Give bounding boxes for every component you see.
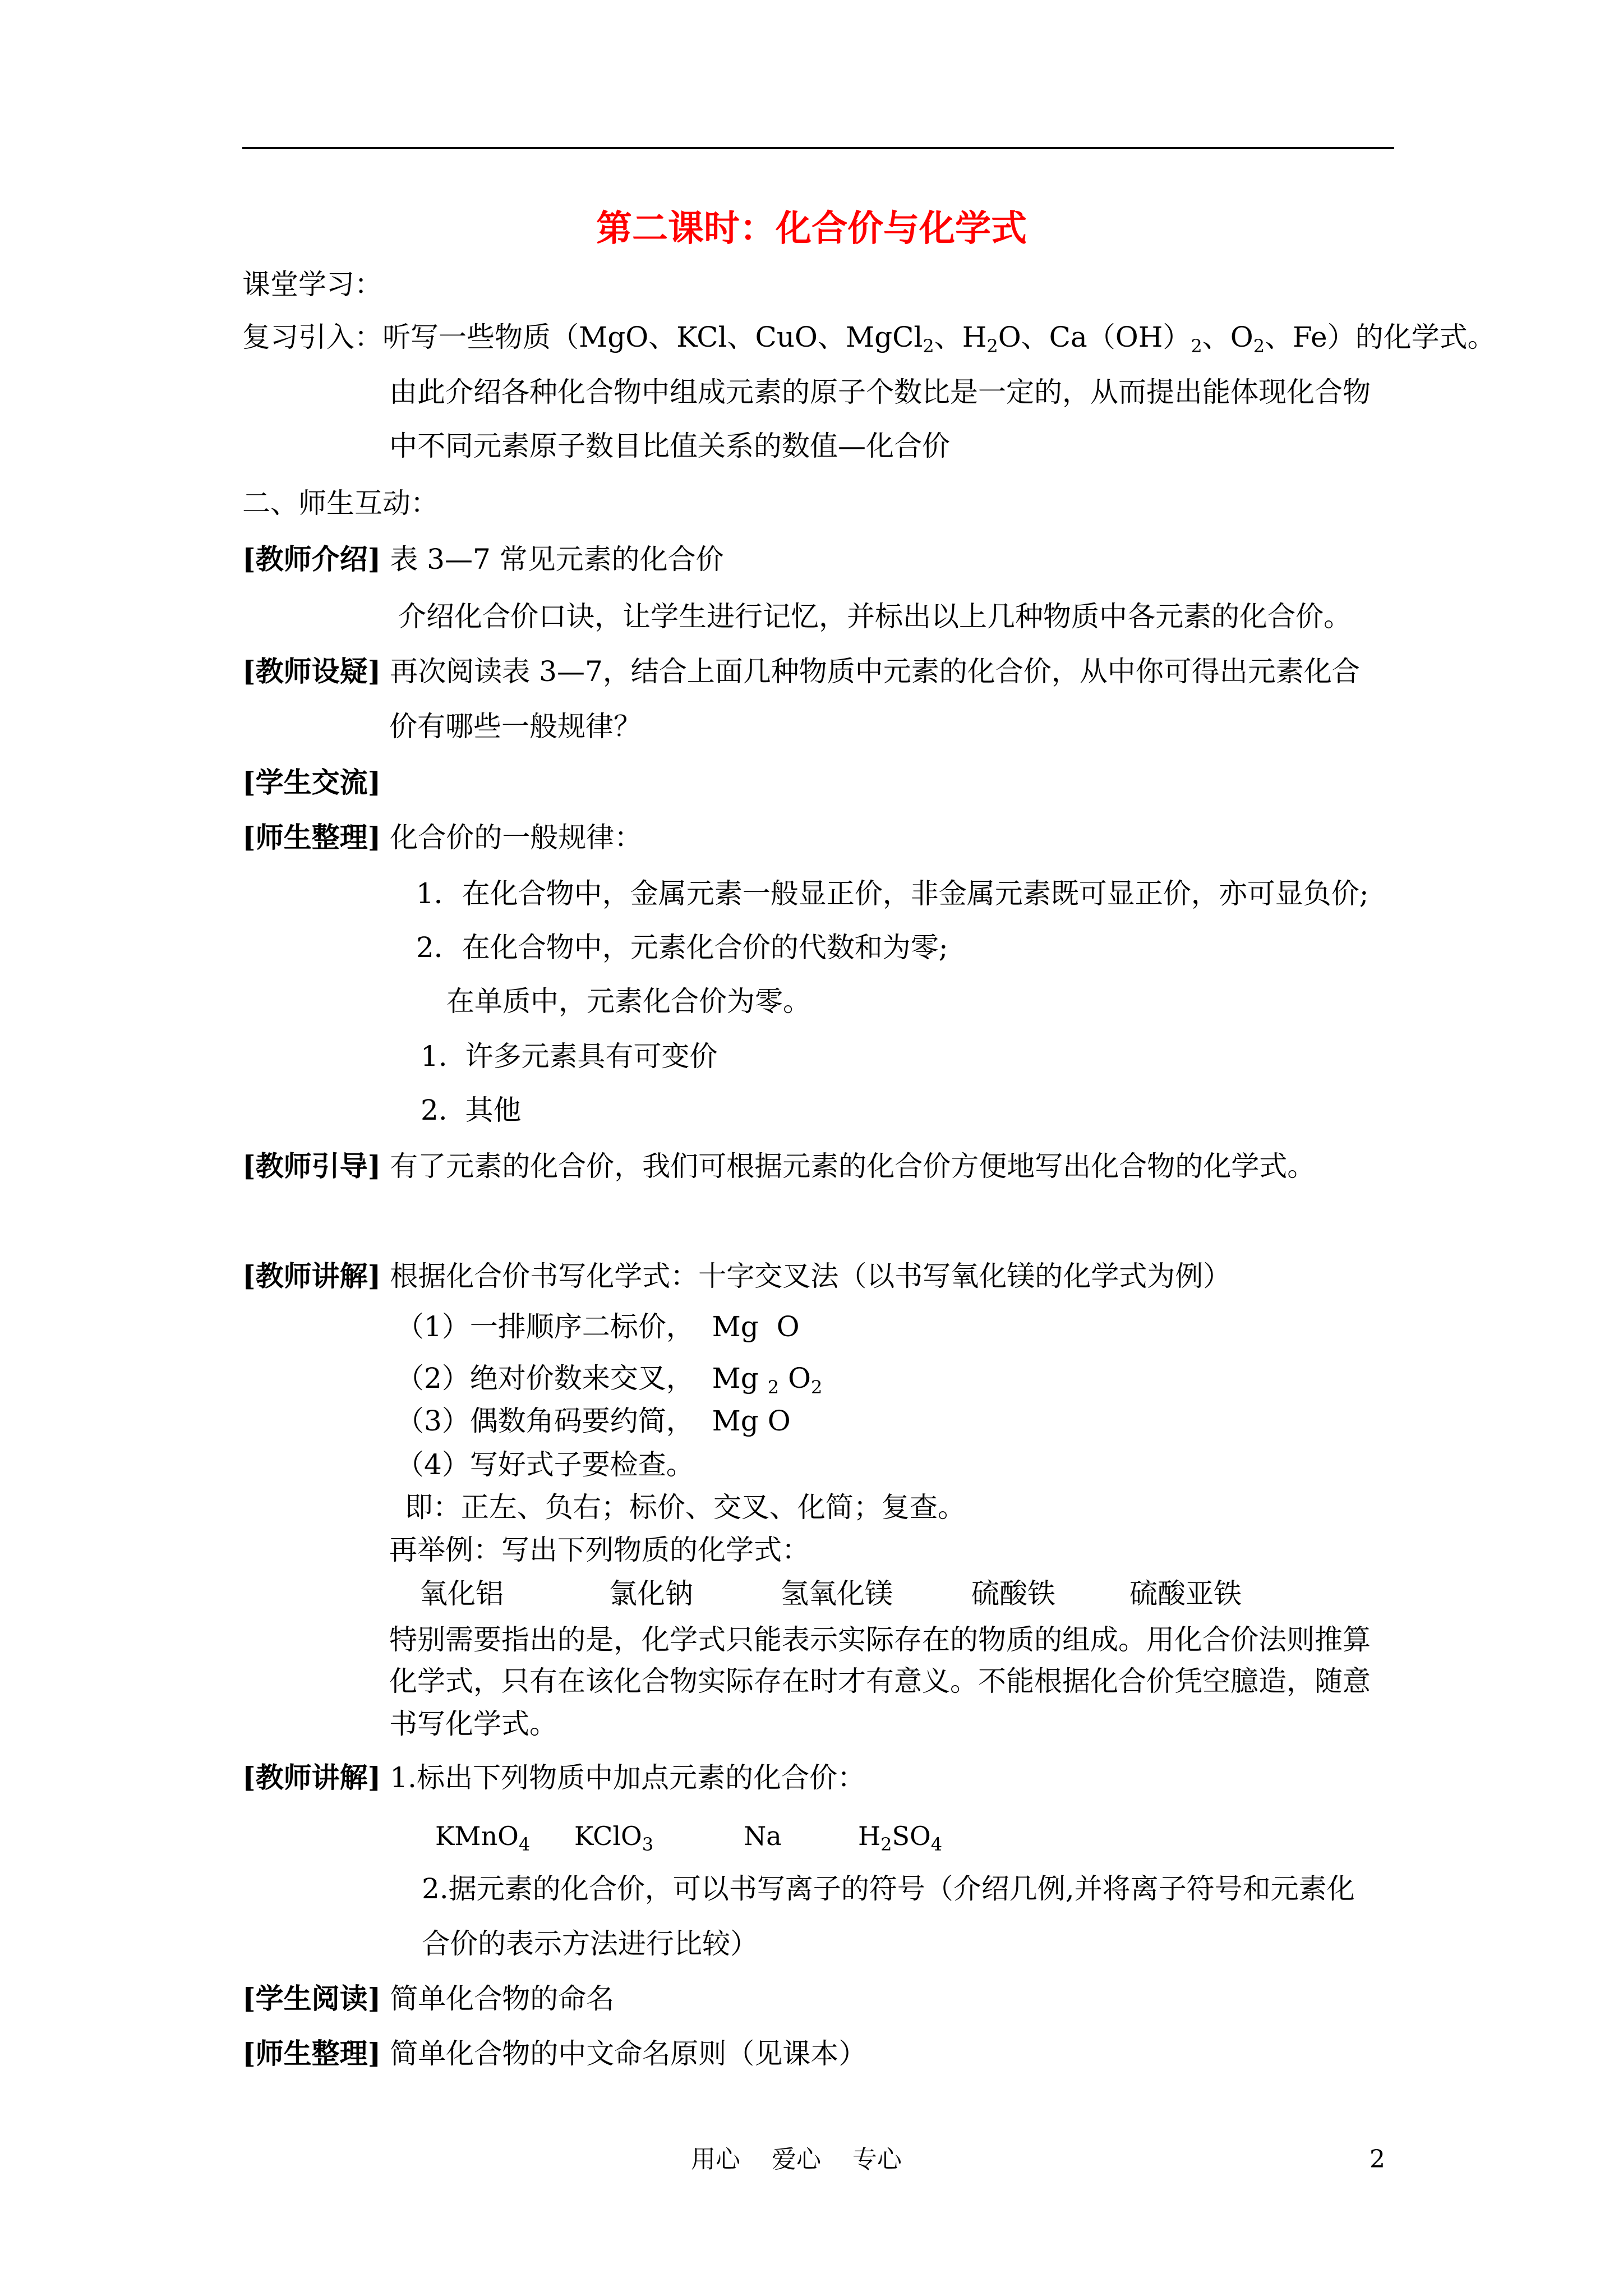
line-text: 根据化合价书写化学式：十字交叉法（以书写氧化镁的化学式为例） (390, 1260, 1232, 1292)
subscript: 2 (986, 335, 998, 357)
paragraph-line: 书写化学式。 (389, 1708, 557, 1740)
step-text: （2）绝对价数来交叉， Mg (396, 1362, 768, 1395)
tag-label: [学生阅读] (242, 1982, 381, 2015)
page-title: 第二课时：化合价与化学式 (596, 208, 1027, 250)
tag-label: [教师讲解] (242, 1259, 381, 1292)
review-intro-head: 复习引入： (242, 321, 382, 353)
tag-label: [教师设疑] (242, 655, 381, 688)
cross-method-summary: 即：正左、负右；标价、交叉、化简；复查。 (396, 1491, 966, 1524)
student-exchange-line (242, 764, 381, 801)
subscript: 2 (810, 1377, 823, 1398)
cross-method-step: （1）一排顺序二标价， Mg O (396, 1310, 800, 1343)
rule-item: 2．在化合物中，元素化合价的代数和为零; (416, 931, 948, 964)
summary-line (242, 819, 642, 856)
tag-label: [师生整理] (242, 2037, 381, 2070)
rule-item: 在单质中，元素化合价为零。 (446, 985, 811, 1018)
formula-text: KMnO (435, 1821, 519, 1851)
tag-label: [师生整理] (242, 821, 381, 854)
line-text: 化合价的一般规律： (390, 821, 643, 854)
subscript: 2 (880, 1834, 892, 1855)
formula-text: KClO (574, 1821, 642, 1851)
subscript: 3 (642, 1834, 654, 1855)
header-rule (242, 147, 1394, 149)
teacher-question-line (242, 653, 1360, 690)
paragraph-line: 中不同元素原子数目比值关系的数值—化合价 (389, 430, 950, 462)
line-text: 1.标出下列物质中加点元素的化合价： (390, 1761, 865, 1794)
paragraph-line: 2.据元素的化合价，可以书写离子的符号（介绍几例,并将离子符号和元素化 (422, 1872, 1355, 1905)
formula-kclo3 (574, 1818, 653, 1855)
teacher-guide-line (242, 1148, 1315, 1185)
step-text: O (779, 1362, 811, 1395)
review-intro-text: 、H (934, 321, 987, 353)
example-item: 氯化钠 (609, 1577, 693, 1610)
example-item: 硫酸亚铁 (1129, 1577, 1242, 1610)
line-text: 再次阅读表 3—7，结合上面几种物质中元素的化合价，从中你可得出元素化合 (390, 655, 1360, 688)
cross-method-step: （3）偶数角码要约简， Mg O (396, 1405, 791, 1437)
formula-text: SO (892, 1821, 931, 1851)
section-interaction: 二、师生互动： (242, 487, 439, 519)
subscript: 2 (767, 1377, 780, 1398)
example-item: 氢氧化镁 (781, 1577, 893, 1610)
subscript: 2 (923, 335, 934, 357)
review-intro-text: 、O (1202, 321, 1253, 353)
paragraph-line: 价有哪些一般规律？ (389, 710, 642, 743)
subscript: 4 (930, 1834, 943, 1855)
review-intro-text: 听写一些物质（MgO、KCl、CuO、MgCl (382, 321, 923, 353)
teacher-explain-line (242, 1258, 1231, 1295)
footer-motto: 用心 爱心 专心 (691, 2145, 902, 2174)
paragraph-line: 化学式，只有在该化合物实际存在时才有意义。不能根据化合价凭空臆造，随意 (389, 1665, 1371, 1697)
paragraph-line: 由此介绍各种化合物中组成元素的原子个数比是一定的，从而提出能体现化合物 (389, 376, 1371, 408)
tag-label: [教师介绍] (242, 542, 381, 576)
paragraph-line: 特别需要指出的是，化学式只能表示实际存在的物质的组成。用化合价法则推算 (389, 1623, 1371, 1656)
paragraph-line: 合价的表示方法进行比较） (422, 1927, 758, 1960)
review-intro-line (242, 319, 1496, 356)
subscript: 2 (1191, 335, 1202, 357)
student-reading-line (242, 1980, 614, 2017)
line-text: 简单化合物的命名 (390, 1982, 615, 2015)
formula-text: H (858, 1821, 881, 1851)
paragraph-line: 介绍化合价口诀，让学生进行记忆，并标出以上几种物质中各元素的化合价。 (398, 600, 1352, 633)
line-text: 表 3—7 常见元素的化合价 (390, 543, 724, 576)
rule-item: 2. 其他 (421, 1094, 522, 1126)
teacher-intro-line (242, 541, 724, 578)
example-prompt: 再举例：写出下列物质的化学式： (389, 1534, 810, 1566)
cross-method-step: （4）写好式子要检查。 (396, 1448, 694, 1481)
subscript: 4 (518, 1834, 531, 1855)
rule-item: 1．在化合物中，金属元素一般显正价，非金属元素既可显正价，亦可显负价; (416, 877, 1369, 910)
page-number: 2 (1370, 2145, 1385, 2174)
review-intro-text: 、Fe）的化学式。 (1265, 321, 1496, 353)
summary-line (242, 2035, 866, 2072)
cross-method-step (396, 1360, 822, 1397)
teacher-explain-line (242, 1759, 865, 1796)
example-item: 氧化铝 (419, 1577, 504, 1610)
rule-item: 1. 许多元素具有可变价 (421, 1040, 718, 1073)
tag-label: [教师讲解] (242, 1761, 381, 1794)
line-text: 有了元素的化合价，我们可根据元素的化合价方便地写出化合物的化学式。 (390, 1150, 1316, 1182)
tag-label: [教师引导] (242, 1149, 381, 1182)
tag-label: [学生交流] (242, 766, 381, 799)
section-classroom: 课堂学习： (242, 268, 382, 301)
example-item: 硫酸铁 (971, 1577, 1055, 1610)
line-text: 简单化合物的中文命名原则（见课本） (390, 2037, 867, 2070)
review-intro-text: O、Ca（OH） (998, 321, 1191, 353)
subscript: 2 (1253, 335, 1265, 357)
formula-na: Na (744, 1821, 782, 1851)
formula-kmno4 (435, 1818, 530, 1855)
formula-h2so4 (858, 1818, 942, 1855)
